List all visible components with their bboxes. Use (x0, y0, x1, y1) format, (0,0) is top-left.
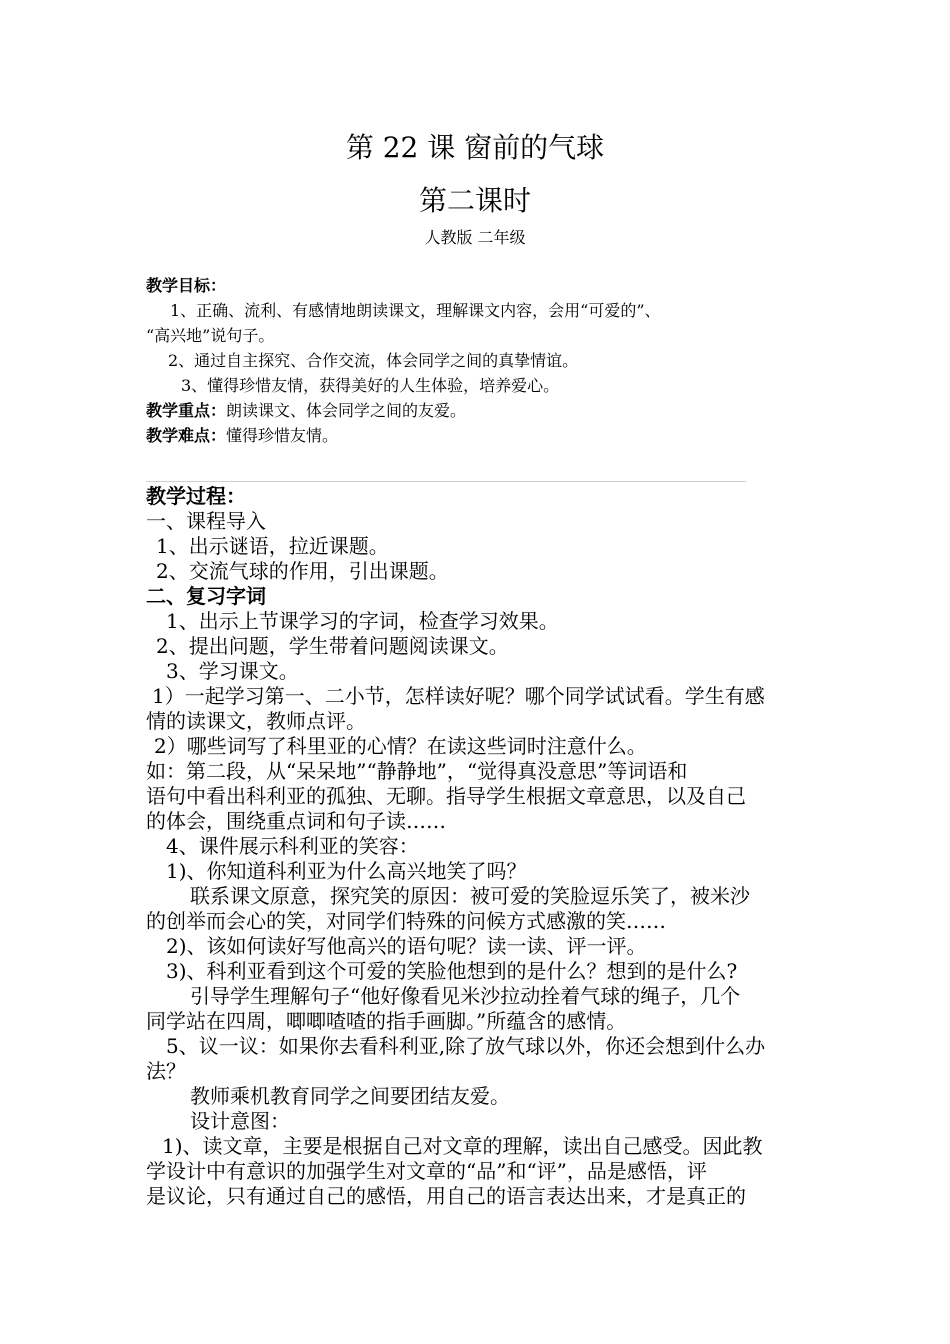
process-heading: 教学过程： (146, 484, 246, 508)
section-1-heading: 一、课程导入 (146, 509, 266, 533)
paragraph-1-line-2: 情的读课文，教师点评。 (146, 709, 366, 733)
key-point (146, 401, 466, 421)
objective-1: 1、正确、流利、有感情地朗读课文，理解课文内容，会用“可爱的”、 (170, 301, 661, 320)
question-1-answer-line-2: 的创举而会心的笑，对同学们特殊的问候方式感激的笑…… (146, 909, 666, 933)
section-2-item-4: 4、课件展示科利亚的笑容： (166, 834, 419, 858)
design-intent-line-1: 1)、读文章，主要是根据自己对文章的理解，读出自己感受。因此教 (162, 1134, 763, 1158)
key-point-label: 教学重点： (146, 401, 227, 420)
design-intent-label: 设计意图： (190, 1109, 290, 1133)
difficult-point-text: 懂得珍惜友情。 (226, 426, 339, 445)
objectives-heading: 教学目标： (146, 276, 227, 295)
objective-1-continued: “高兴地”说句子。 (146, 326, 275, 345)
section-2-item-2: 2、提出问题，学生带着问题阅读课文。 (156, 634, 509, 658)
question-3-answer-line-1: 引导学生理解句子“他好像看见米沙拉动拴着气球的绳子，几个 (190, 984, 741, 1008)
difficult-point (146, 426, 338, 446)
lesson-title: 第 22 课 窗前的气球 (345, 131, 605, 164)
design-intent-line-2: 学设计中有意识的加强学生对文章的“品”和“评”，品是感悟，评 (146, 1159, 707, 1183)
edition-label: 人教版 二年级 (424, 228, 526, 247)
paragraph-2: 2）哪些词写了科里亚的心情？在读这些词时注意什么。 (154, 734, 647, 758)
question-1-answer-line-1: 联系课文原意，探究笑的原因：被可爱的笑脸逗乐笑了，被米沙 (190, 884, 750, 908)
section-1-item-2: 2、交流气球的作用，引出课题。 (156, 559, 449, 583)
section-2-item-1: 1、出示上节课学习的字词，检查学习效果。 (166, 609, 559, 633)
difficult-point-label: 教学难点： (146, 426, 227, 445)
objective-3: 3、懂得珍惜友情，获得美好的人生体验，培养爱心。 (181, 376, 560, 395)
paragraph-1-line-1: 1）一起学习第一、二小节，怎样读好呢？哪个同学试试看。学生有感 (152, 684, 765, 708)
section-1-item-1: 1、出示谜语，拉近课题。 (156, 534, 389, 558)
divider (146, 481, 746, 482)
section-2-item-3: 3、学习课文。 (166, 659, 299, 683)
paragraph-3-line-2: 语句中看出科利亚的孤独、无聊。指导学生根据文章意思，以及自己 (146, 784, 746, 808)
question-3: 3)、科利亚看到这个可爱的笑脸他想到的是什么？想到的是什么? (166, 959, 738, 983)
key-point-text: 朗读课文、体会同学之间的友爱。 (226, 401, 467, 420)
design-intent-line-3: 是议论，只有通过自己的感悟，用自己的语言表达出来，才是真正的 (146, 1184, 746, 1208)
objective-2: 2、通过自主探究、合作交流，体会同学之间的真挚情谊。 (168, 351, 579, 370)
lesson-subtitle: 第二课时 (418, 184, 531, 217)
teacher-note: 教师乘机教育同学之间要团结友爱。 (190, 1084, 510, 1108)
paragraph-3-line-1: 如：第二段，从“呆呆地”“静静地”，“觉得真没意思”等词语和 (146, 759, 688, 783)
question-2: 2)、该如何读好写他高兴的语句呢？读一读、评一评。 (166, 934, 647, 958)
question-3-answer-line-2: 同学站在四周，唧唧喳喳的指手画脚。”所蕴含的感情。 (146, 1009, 627, 1033)
section-2-item-5-line-1: 5、议一议：如果你去看科利亚,除了放气球以外，你还会想到什么办 (166, 1034, 766, 1058)
section-2-item-5-line-2: 法？ (146, 1059, 186, 1083)
paragraph-3-line-3: 的体会，围绕重点词和句子读…… (146, 809, 446, 833)
question-1: 1)、你知道科利亚为什么高兴地笑了吗？ (166, 859, 527, 883)
section-2-heading: 二、复习字词 (146, 584, 266, 608)
